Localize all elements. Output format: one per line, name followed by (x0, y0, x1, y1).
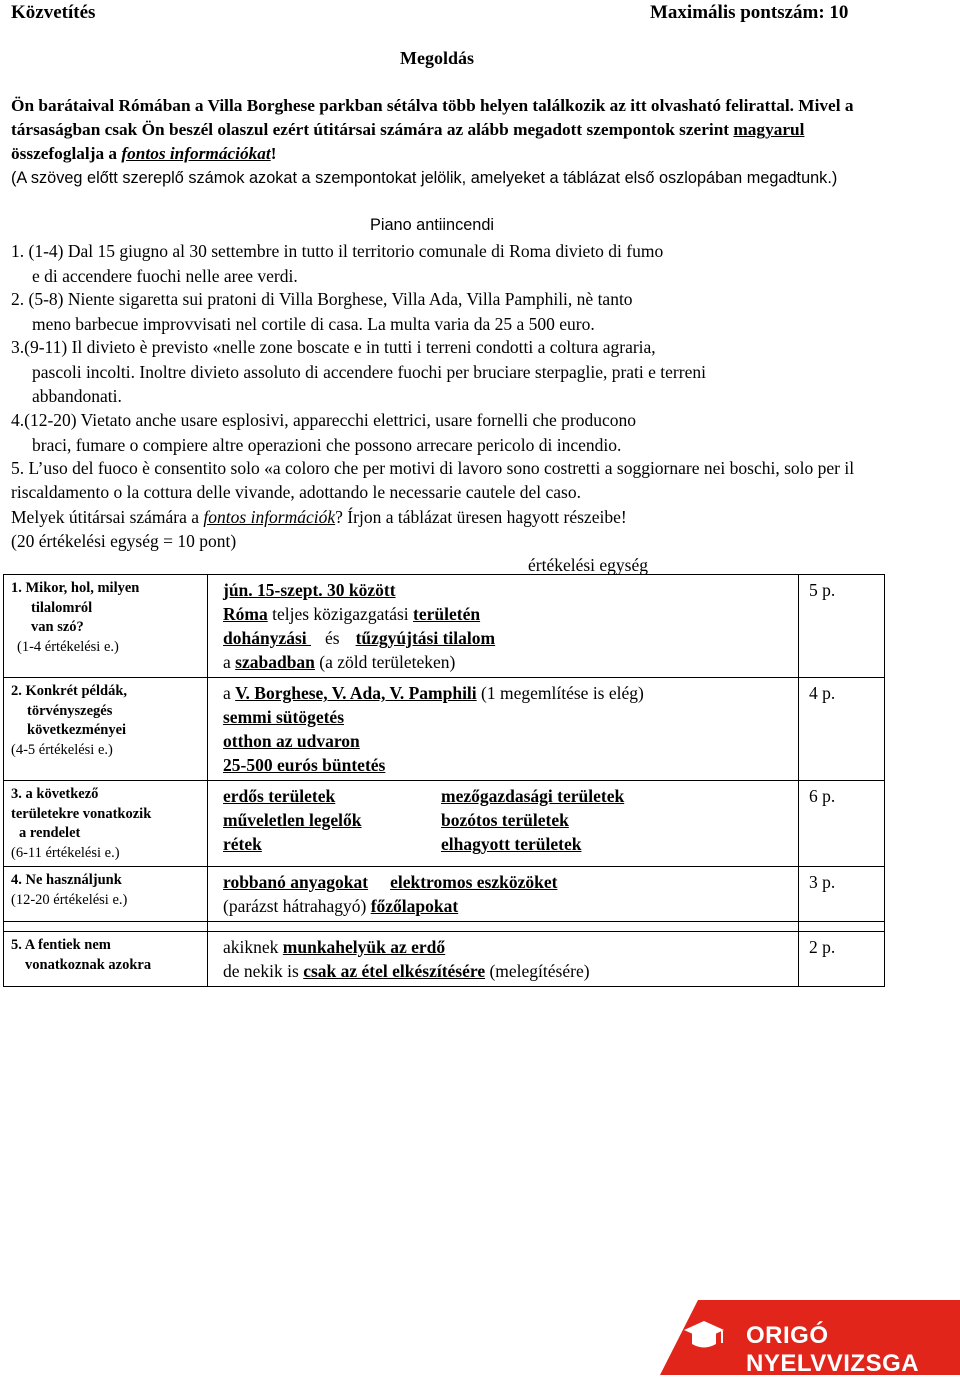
answer-cell (208, 781, 799, 867)
question-fontos: fontos információk (203, 507, 336, 527)
answer-text: és (325, 628, 340, 648)
answer-text: főzőlapokat (370, 896, 459, 916)
table-row (4, 867, 885, 922)
answer-text: bozótos területek (441, 810, 569, 830)
intro-text: Ön barátaival Rómában a Villa Borghese parkban sétálva több helyen találkozik az itt olvasható felirattal. Mivel a társaságban csak Ön beszél olaszul ezért útitársai számára az alább megadott szempontok szerint (11, 96, 854, 139)
header-title: Közvetítés (11, 2, 96, 23)
intro-magyarul: magyarul (733, 120, 805, 139)
question-cell (4, 781, 208, 867)
answer-cell (208, 678, 799, 781)
answer-text: (melegítésére) (485, 961, 590, 981)
item-line: 3.(9-11) Il divieto è previsto «nelle zone boscate e in tutti i terreni condotti a coltura agraria, (11, 337, 656, 357)
question-range: (12-20 értékelési e.) (11, 891, 128, 908)
answer-text: elektromos eszközöket (390, 872, 558, 892)
item-cont: e di accendere fuochi nelle aree verdi. (32, 265, 298, 286)
table-spacer (4, 922, 885, 932)
answer-text: otthon az udvaron (223, 731, 360, 751)
points-value: 2 p. (809, 937, 836, 957)
question-label: területekre vonatkozik (11, 805, 152, 822)
question-label: van szó? (31, 619, 84, 635)
question-cell (4, 932, 208, 987)
answer-text: dohányzási (223, 628, 312, 648)
answer-text: Róma (223, 604, 268, 624)
question-label: 4. Ne használjunk (11, 872, 122, 888)
solution-title: Megoldás (400, 48, 474, 68)
intro-excl: ! (270, 144, 277, 163)
points-cell (799, 867, 885, 922)
points-value: 5 p. (809, 580, 836, 600)
item-line: 1. (1-4) Dal 15 giugno al 30 settembre in tutto il territorio comunale di Roma divieto di fumo (11, 241, 664, 261)
answer-text: a (223, 683, 236, 703)
question-label: 2. Konkrét példák, (11, 683, 128, 699)
italian-item-4 (11, 408, 891, 457)
item-cont: pascoli incolti. Inoltre divieto assoluto di accendere fuochi per bruciare sterpaglie, prati e terreni abbandonati. (32, 361, 706, 406)
question-label: tilalomról (31, 599, 93, 616)
answer-text: erdős területek (223, 786, 336, 806)
answer-text: munkahelyük az erdő (282, 937, 446, 957)
answer-text: szabadban (235, 652, 315, 672)
answer-cell (208, 867, 799, 922)
answer-text: (a zöld területeken) (314, 652, 456, 672)
answer-text: jún. 15-szept. 30 között (223, 580, 396, 600)
question-label: törvényszegés (27, 702, 113, 719)
answer-text: csak az étel elkészítésére (303, 961, 486, 981)
question-text: Melyek útitársai számára a (11, 507, 204, 527)
points-cell (799, 575, 885, 678)
answer-text: elhagyott területek (441, 834, 582, 854)
answer-text: mezőgazdasági területek (441, 786, 625, 806)
answer-text: de nekik is (223, 961, 304, 981)
points-cell (799, 781, 885, 867)
answer-text: robbanó anyagokat (223, 872, 369, 892)
question-cell (4, 575, 208, 678)
question-cell (4, 867, 208, 922)
points-value: 6 p. (809, 786, 836, 806)
table-row (4, 575, 885, 678)
item-line: 2. (5-8) Niente sigaretta sui pratoni di Villa Borghese, Villa Ada, Villa Pamphili, nè tanto (11, 289, 633, 309)
answer-text: semmi sütögetés (223, 707, 345, 727)
answer-text: a (223, 652, 236, 672)
answer-text: 25-500 eurós büntetés (223, 755, 386, 775)
logo-text: ORIGÓ NYELVVIZSGA (746, 1322, 920, 1377)
answer-text: akiknek (223, 937, 283, 957)
question-cell (4, 678, 208, 781)
question-range: (6-11 értékelési e.) (11, 844, 120, 861)
italian-item-2 (11, 287, 891, 336)
intro-fontos: fontos információkat (121, 144, 271, 163)
question-label: 1. Mikor, hol, milyen (11, 580, 140, 596)
answer-text: területén (413, 604, 481, 624)
points-value: 3 p. (809, 872, 836, 892)
points-value: 4 p. (809, 683, 836, 703)
question-range: (1-4 értékelési e.) (17, 638, 119, 655)
points-cell (799, 932, 885, 987)
question-range: (4-5 értékelési e.) (11, 741, 113, 758)
table-row (4, 932, 885, 987)
question-label: vonatkoznak azokra (25, 956, 152, 973)
item-line: 4.(12-20) Vietato anche usare esplosivi, apparecchi elettrici, usare fornelli che producono (11, 410, 636, 430)
answer-table (3, 574, 885, 987)
question-label: 5. A fentiek nem (11, 937, 111, 953)
answer-text: V. Borghese, V. Ada, V. Pamphili (235, 683, 477, 703)
answer-text: (parázst hátrahagyó) (223, 896, 371, 916)
italian-item-5: 5. L’uso del fuoco è consentito solo «a coloro che per motivi di lavoro sono costretti a soggiornare nei boschi, solo per il riscaldamento o la cottura delle vivande, adottando le necessarie cautele del caso. (11, 458, 855, 502)
question-text-2: ? Írjon a táblázat üresen hagyott részeibe! (335, 507, 627, 527)
column-header: értékelési egység (528, 555, 649, 575)
header-max-score: Maximális pontszám: 10 (650, 2, 849, 23)
italian-item-3 (11, 335, 791, 409)
answer-text: rétek (223, 834, 262, 854)
table-row (4, 781, 885, 867)
table-row (4, 678, 885, 781)
question-label: következményei (27, 722, 127, 738)
answer-text: (1 megemlítése is elég) (476, 683, 644, 703)
answer-text: műveletlen legelők (223, 810, 362, 830)
intro-paragraph (11, 94, 891, 166)
scoring-line: (20 értékelési egység = 10 pont) (11, 531, 237, 551)
answer-cell (208, 575, 799, 678)
answer-text: tűzgyújtási tilalom (355, 628, 496, 648)
question-line (11, 505, 627, 529)
points-cell (799, 678, 885, 781)
answer-cell (208, 932, 799, 987)
question-label: 3. a következő (11, 786, 99, 802)
question-label: a rendelet (19, 825, 81, 841)
italian-item-1 (11, 239, 891, 288)
note-paragraph: (A szöveg előtt szereplő számok azokat a szempontokat jelölik, amelyeket a táblázat első oszlopában megadtunk.) (11, 169, 838, 187)
item-cont: meno barbecue improvvisati nel cortile di casa. La multa varia da 25 a 500 euro. (32, 313, 595, 334)
intro-text-2: összefoglalja a (11, 144, 122, 163)
italian-title: Piano antiincendi (370, 216, 495, 234)
item-cont: braci, fumare o compiere altre operazioni che possono arrecare pericolo di incendio. (32, 434, 622, 455)
answer-text: teljes közigazgatási (267, 604, 414, 624)
